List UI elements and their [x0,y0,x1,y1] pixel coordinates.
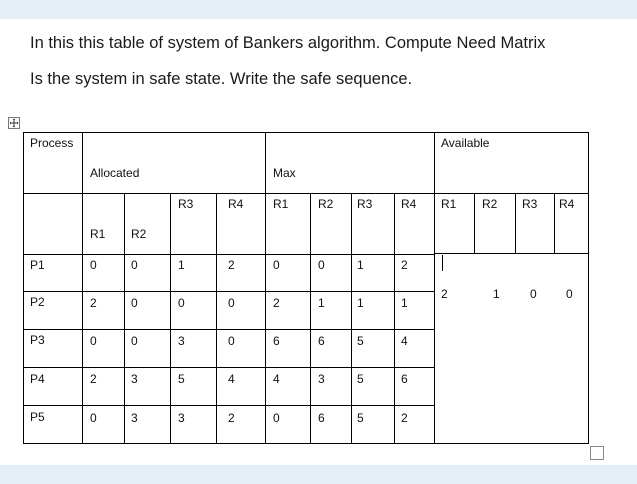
cell-max-r4: 6 [401,372,408,386]
cell-max-r3: 5 [357,372,364,386]
row-process: P3 [30,333,45,347]
available-r1-header: R1 [441,197,457,211]
cell-max-r1: 4 [273,372,280,386]
cell-allocated-r1: 2 [90,372,97,386]
allocated-r1-header: R1 [90,227,106,241]
cell-allocated-r4: 0 [228,334,235,348]
table-move-handle-icon[interactable] [8,117,20,129]
cell-allocated-r3: 1 [178,258,185,272]
cell-max-r4: 2 [401,258,408,272]
row-process: P2 [30,295,45,309]
available-r3: 0 [530,287,537,301]
cell-max-r4: 2 [401,411,408,425]
row-process: P5 [30,410,45,424]
cell-allocated-r1: 0 [90,334,97,348]
header-allocated: Allocated [90,166,140,180]
ruler-band-top [0,0,637,19]
cell-max-r2: 6 [318,411,325,425]
cell-max-r1: 0 [273,258,280,272]
cell-allocated-r1: 0 [90,258,97,272]
cell-max-r2: 6 [318,334,325,348]
available-r1: 2 [441,287,448,301]
row-process: P1 [30,258,45,272]
available-r2: 1 [493,287,500,301]
cell-allocated-r2: 3 [131,411,138,425]
question-line-2: Is the system in safe state. Write the safe sequence. [30,70,413,88]
cell-allocated-r4: 2 [228,411,235,425]
available-r2-header: R2 [482,197,498,211]
cell-allocated-r2: 0 [131,258,138,272]
bankers-table[interactable] [23,132,589,444]
cell-allocated-r3: 3 [178,334,185,348]
cell-allocated-r3: 3 [178,411,185,425]
available-r4-header: R4 [559,197,575,211]
available-r4: 0 [566,287,573,301]
text-cursor [442,255,443,271]
cell-allocated-r4: 4 [228,372,235,386]
max-r1-header: R1 [273,197,289,211]
header-available: Available [441,136,490,150]
max-r3-header: R3 [357,197,373,211]
table-resize-handle-icon[interactable] [590,446,604,460]
cell-allocated-r3: 0 [178,296,185,310]
cell-max-r3: 1 [357,258,364,272]
cell-max-r1: 2 [273,296,280,310]
cell-allocated-r2: 3 [131,372,138,386]
cell-allocated-r4: 0 [228,296,235,310]
row-process: P4 [30,372,45,386]
cell-allocated-r2: 0 [131,334,138,348]
cell-max-r1: 0 [273,411,280,425]
cell-allocated-r1: 2 [90,296,97,310]
available-r3-header: R3 [522,197,538,211]
cell-max-r2: 0 [318,258,325,272]
cell-max-r2: 3 [318,372,325,386]
max-r4-header: R4 [401,197,417,211]
cell-max-r2: 1 [318,296,325,310]
cell-allocated-r3: 5 [178,372,185,386]
cell-max-r3: 5 [357,411,364,425]
cell-allocated-r2: 0 [131,296,138,310]
cell-max-r1: 6 [273,334,280,348]
cell-max-r3: 1 [357,296,364,310]
allocated-r4-header: R4 [228,197,244,211]
cell-allocated-r4: 2 [228,258,235,272]
cell-allocated-r1: 0 [90,411,97,425]
status-band-bottom [0,465,637,484]
allocated-r3-header: R3 [178,197,194,211]
cell-max-r3: 5 [357,334,364,348]
cell-max-r4: 1 [401,296,408,310]
allocated-r2-header: R2 [131,227,147,241]
header-process: Process [30,136,74,150]
cell-max-r4: 4 [401,334,408,348]
max-r2-header: R2 [318,197,334,211]
question-line-1: In this this table of system of Bankers algorithm. Compute Need Matrix [30,34,546,52]
header-max: Max [273,166,296,180]
